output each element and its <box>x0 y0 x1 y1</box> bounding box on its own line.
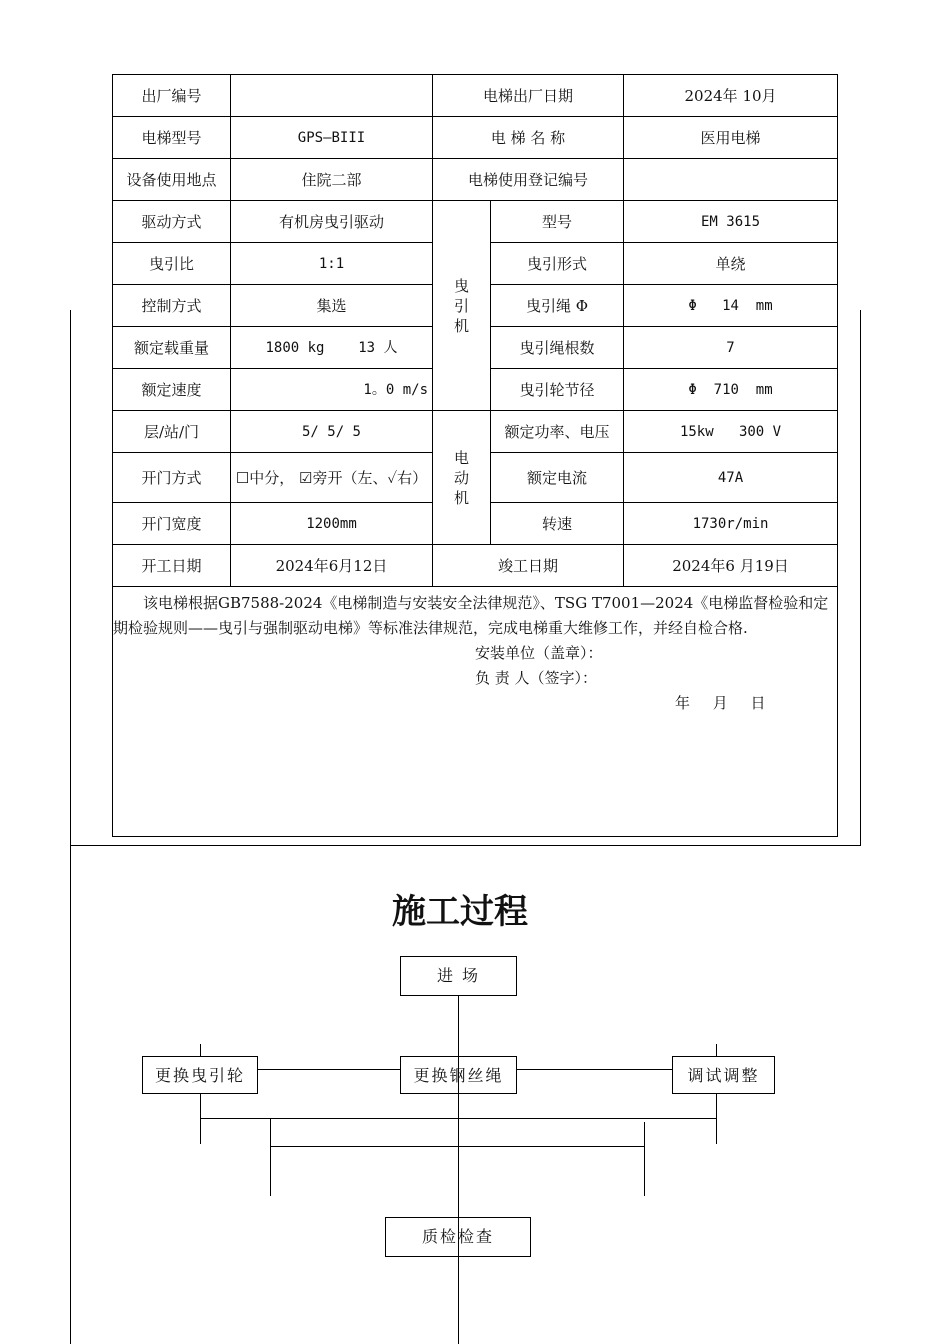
name-label: 电 梯 名 称 <box>433 117 624 159</box>
motor-current-value: 47A <box>624 453 838 503</box>
rope-count-value: 7 <box>624 327 838 369</box>
traction-form-label: 曳引形式 <box>491 243 624 285</box>
flow-connector-main <box>458 996 459 1344</box>
traction-form-value: 单绕 <box>624 243 838 285</box>
flow-connector <box>200 1118 716 1119</box>
rope-diameter-label: 曳引绳 Φ <box>491 285 624 327</box>
rope-diameter-value: Φ 14 mm <box>624 285 838 327</box>
table-row <box>113 411 838 453</box>
name-value: 医用电梯 <box>624 117 838 159</box>
drive-label: 驱动方式 <box>113 201 231 243</box>
speed-label: 额定速度 <box>113 369 231 411</box>
control-value: 集选 <box>231 285 433 327</box>
door-width-label: 开门宽度 <box>113 503 231 545</box>
table-row <box>113 75 838 117</box>
flow-connector <box>258 1069 400 1070</box>
install-unit-signature: 安装单位（盖章）： <box>475 644 603 662</box>
door-width-value: 1200mm <box>231 503 433 545</box>
start-date-label: 开工日期 <box>113 545 231 587</box>
factory-date-label: 电梯出厂日期 <box>433 75 624 117</box>
rope-count-label: 曳引绳根数 <box>491 327 624 369</box>
location-value: 住院二部 <box>231 159 433 201</box>
motor-power-label: 额定功率、电压 <box>491 411 624 453</box>
declaration-cell <box>113 587 838 837</box>
motor-power-value: 15kw 300 V <box>624 411 838 453</box>
table-row <box>113 201 838 243</box>
flow-connector <box>270 1146 644 1147</box>
factory-date-value: 2024年 10月 <box>624 75 838 117</box>
frame-left-line <box>70 310 71 1344</box>
flow-step-enter: 进 场 <box>400 956 517 996</box>
traction-ratio-value: 1:1 <box>231 243 433 285</box>
table-row <box>113 159 838 201</box>
frame-divider-line <box>70 845 861 846</box>
flow-connector <box>270 1118 271 1196</box>
speed-value: 1。0 m/s <box>231 369 433 411</box>
start-date-value: 2024年6月12日 <box>231 545 433 587</box>
end-date-value: 2024年6 月19日 <box>624 545 838 587</box>
motor-rpm-label: 转速 <box>491 503 624 545</box>
door-mode-label: 开门方式 <box>113 453 231 503</box>
registration-value <box>624 159 838 201</box>
control-label: 控制方式 <box>113 285 231 327</box>
traction-machine-group-label: 曳 引 机 <box>433 201 491 411</box>
pulley-diameter-value: Φ 710 mm <box>624 369 838 411</box>
floors-value: 5/ 5/ 5 <box>231 411 433 453</box>
flow-step-replace-rope: 更换钢丝绳 <box>400 1056 517 1094</box>
model-label: 电梯型号 <box>113 117 231 159</box>
motor-current-label: 额定电流 <box>491 453 624 503</box>
flow-connector <box>644 1122 645 1196</box>
registration-label: 电梯使用登记编号 <box>433 159 624 201</box>
flow-step-replace-sheave: 更换曳引轮 <box>142 1056 258 1094</box>
motor-rpm-value: 1730r/min <box>624 503 838 545</box>
frame-right-line <box>860 310 861 846</box>
table-row <box>113 117 838 159</box>
model-value: GPS—BIII <box>231 117 433 159</box>
traction-ratio-label: 曳引比 <box>113 243 231 285</box>
load-label: 额定载重量 <box>113 327 231 369</box>
factory-no-label: 出厂编号 <box>113 75 231 117</box>
motor-group-label: 电 动 机 <box>433 411 491 545</box>
machine-type-value: EM 3615 <box>624 201 838 243</box>
flow-step-adjust: 调试调整 <box>672 1056 775 1094</box>
machine-type-label: 型号 <box>491 201 624 243</box>
load-value: 1800 kg 13 人 <box>231 327 433 369</box>
table-row <box>113 545 838 587</box>
responsible-person-signature: 负 责 人（签字）： <box>475 669 598 687</box>
location-label: 设备使用地点 <box>113 159 231 201</box>
drive-value: 有机房曳引驱动 <box>231 201 433 243</box>
table-row <box>113 587 838 837</box>
pulley-diameter-label: 曳引轮节径 <box>491 369 624 411</box>
flow-title: 施工过程 <box>392 892 528 932</box>
flow-step-inspect: 质检检查 <box>385 1217 531 1257</box>
end-date-label: 竣工日期 <box>433 545 624 587</box>
floors-label: 层/站/门 <box>113 411 231 453</box>
door-mode-value: ☐中分， ☑旁开（左、✓右） <box>231 453 433 503</box>
declaration-text: 该电梯根据GB7588-2024《电梯制造与安装安全法律规范》、TSG T7001—2024《电梯监督检验和定期检验规则——曳引与强制驱动电梯》等标准法律规范，完成电梯重大维修工作，并经自检合格. <box>113 594 829 637</box>
signature-date: 年 月 日 <box>675 694 766 712</box>
flow-connector <box>516 1069 672 1070</box>
elevator-spec-table <box>112 74 838 837</box>
factory-no-value <box>231 75 433 117</box>
